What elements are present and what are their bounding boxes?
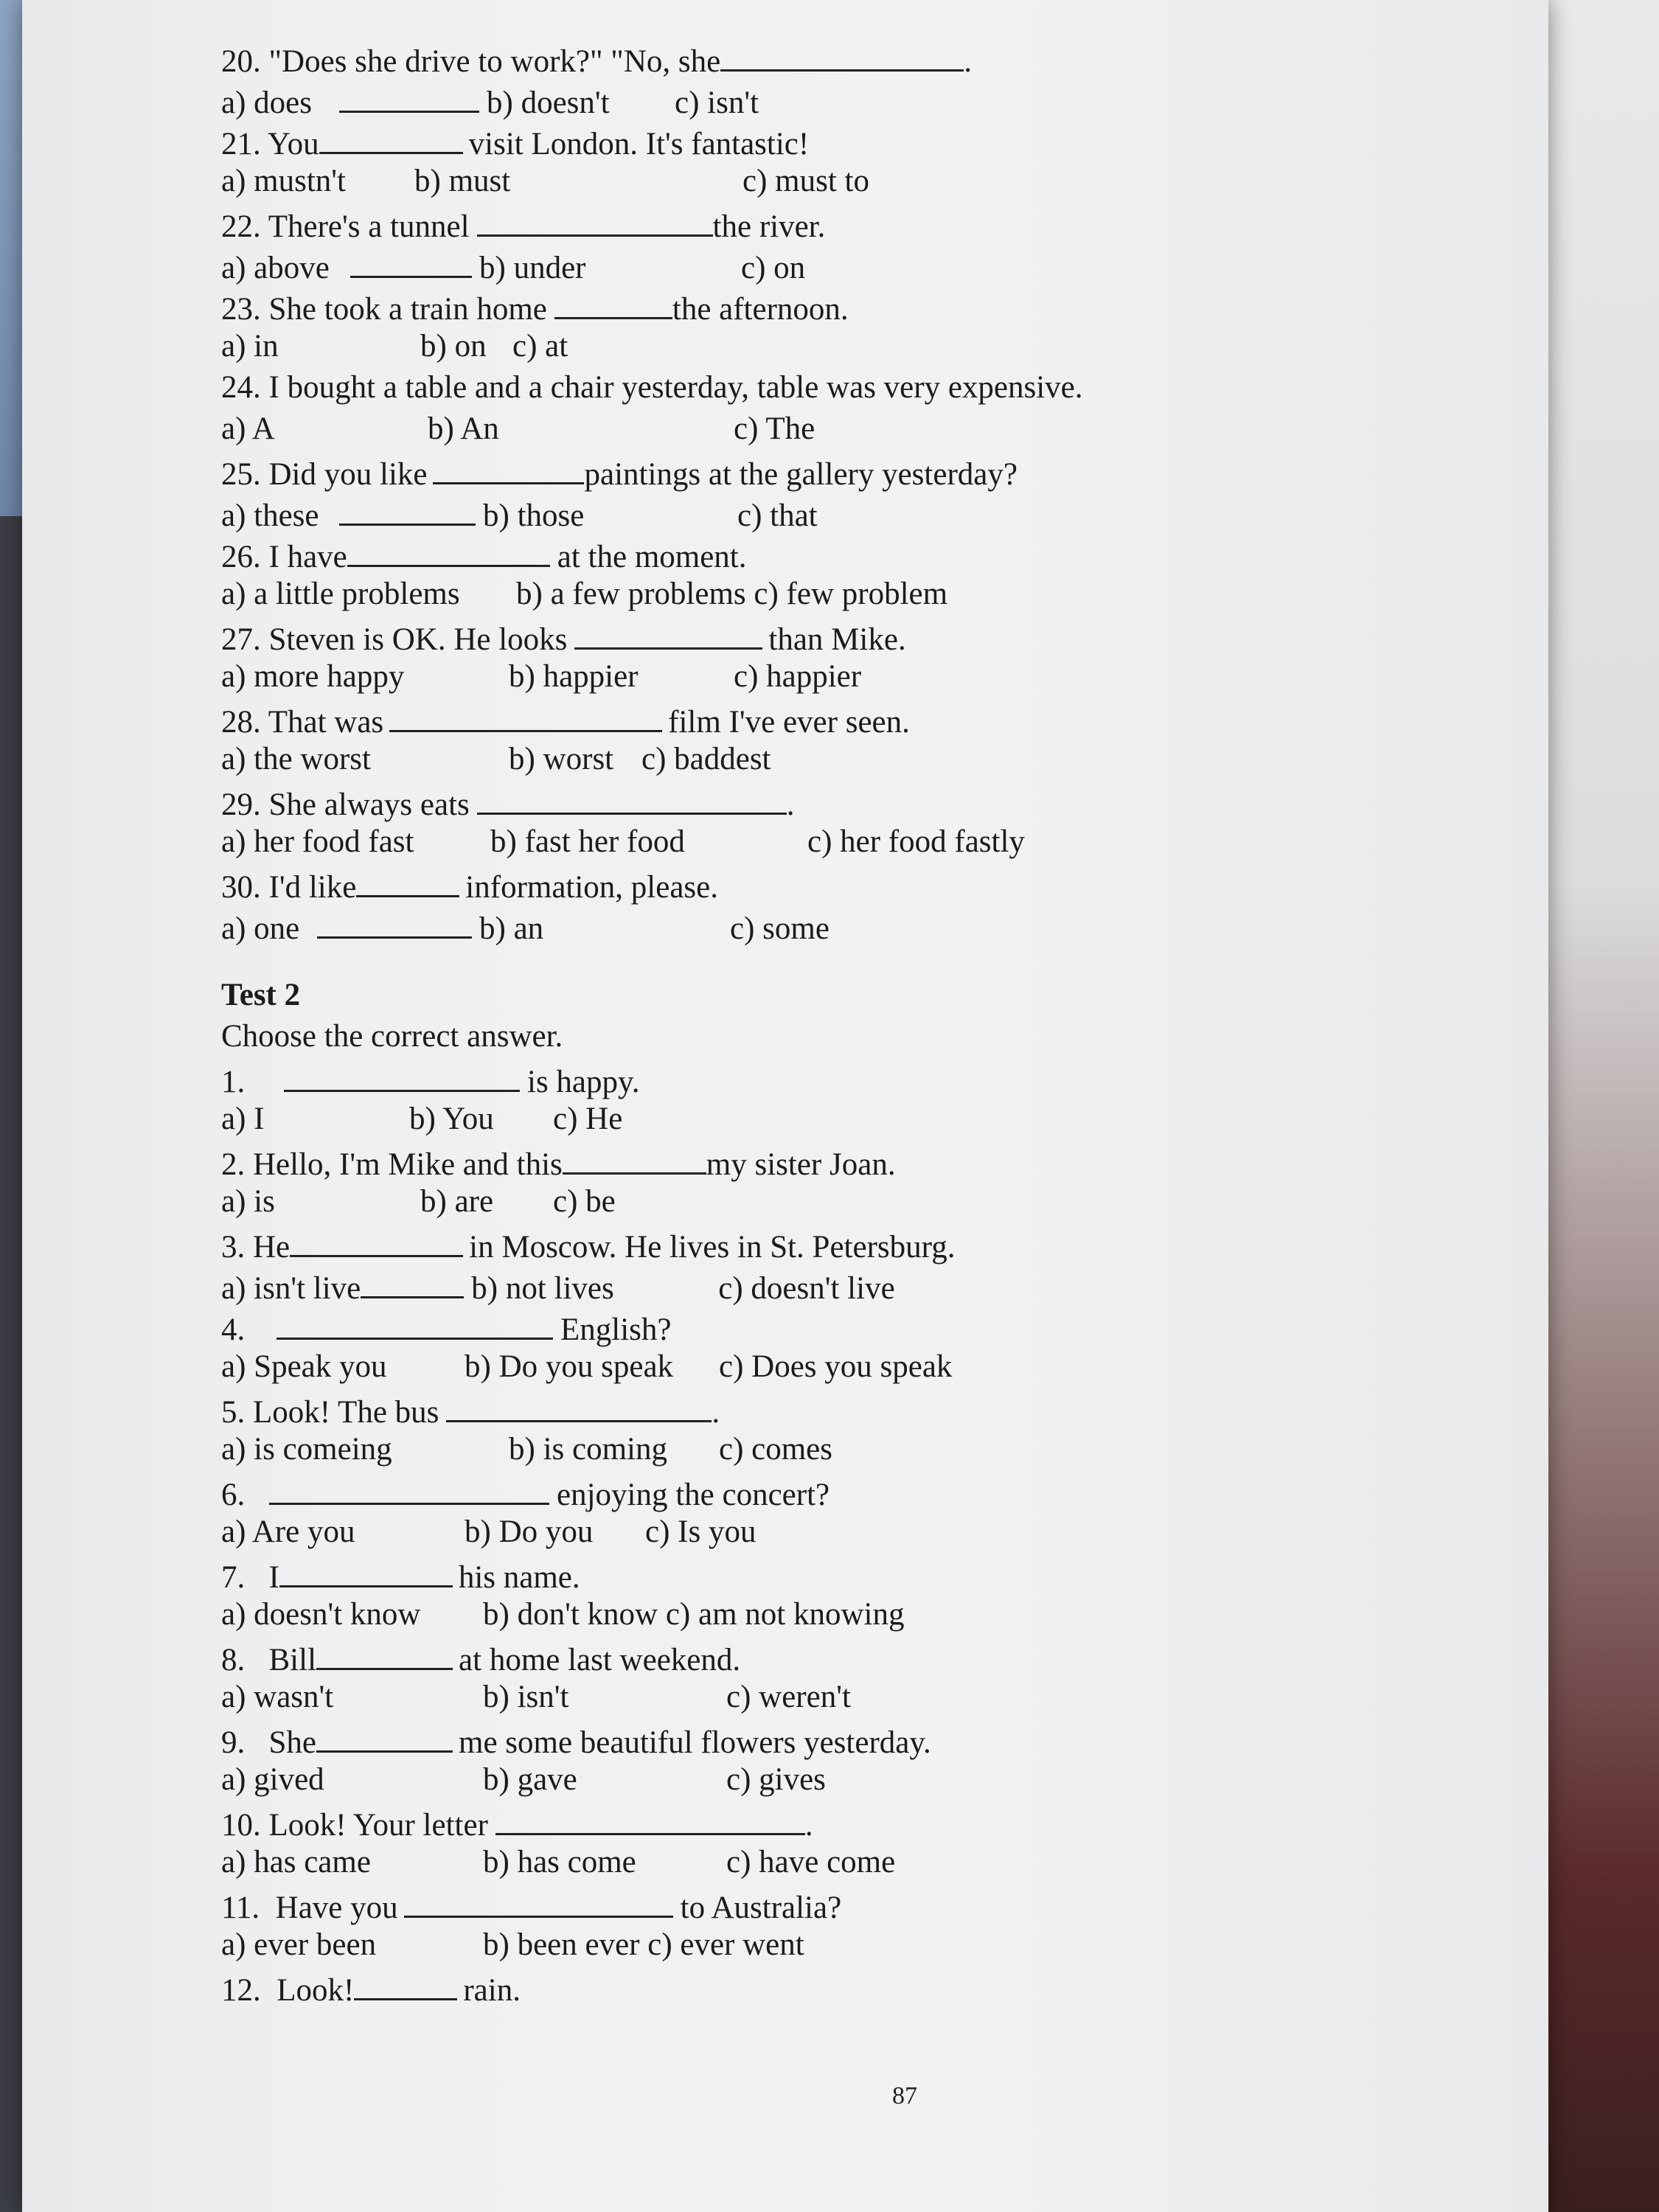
option-b: b) worst	[509, 742, 614, 776]
answer-blank	[574, 615, 762, 650]
option-c: c) baddest	[641, 742, 771, 776]
options-20	[221, 78, 1475, 119]
question-10	[221, 1801, 1475, 1842]
q29-end: .	[786, 787, 795, 822]
option-b: b) under	[479, 251, 586, 285]
answer-blank	[269, 1470, 549, 1505]
test-2-title: Test 2	[221, 978, 301, 1012]
q1-stem: 1.	[221, 1065, 246, 1099]
answer-blank	[316, 1635, 453, 1670]
option-a: a) Speak you	[221, 1349, 387, 1384]
q9-end: me some beautiful flowers yesterday.	[459, 1725, 931, 1760]
answer-blank	[477, 780, 787, 815]
question-4	[221, 1305, 1475, 1346]
q22-stem: 22. There's a tunnel	[221, 209, 470, 244]
q23-stem: 23. She took a train home	[221, 292, 547, 327]
q23-end: the afternoon.	[672, 292, 849, 327]
answer-blank	[554, 285, 672, 319]
answer-blank	[339, 491, 476, 526]
option-c: c) her food fastly	[807, 824, 1025, 859]
option-b: b) been ever	[483, 1927, 640, 1962]
q10-end: .	[804, 1808, 813, 1843]
option-c: c) have come	[726, 1845, 896, 1879]
answer-blank	[284, 1057, 520, 1092]
options-1	[221, 1099, 1475, 1140]
option-b: b) gave	[483, 1762, 577, 1797]
question-1	[221, 1057, 1475, 1099]
option-b: b) doesn't	[487, 86, 610, 120]
options-21	[221, 161, 1475, 202]
option-a: a) one	[221, 911, 300, 946]
answer-blank	[477, 202, 713, 237]
option-a: a) does	[221, 86, 312, 120]
options-10	[221, 1842, 1475, 1883]
question-28	[221, 698, 1475, 739]
option-b: b) fast her food	[490, 824, 685, 859]
question-2	[221, 1140, 1475, 1181]
option-c: c) some	[730, 911, 830, 946]
question-20	[221, 37, 1475, 78]
question-12	[221, 1966, 1475, 2007]
option-b: b) isn't	[483, 1680, 569, 1714]
answer-blank	[290, 1222, 463, 1257]
answer-blank	[354, 1966, 457, 2000]
q4-stem: 4.	[221, 1312, 246, 1347]
question-8	[221, 1635, 1475, 1677]
option-a: a) these	[221, 498, 319, 533]
answer-blank	[404, 1883, 673, 1918]
answer-blank	[350, 243, 472, 278]
option-b: b) those	[483, 498, 585, 533]
option-a: a) isn't live	[221, 1271, 361, 1306]
q8-stem: 8. Bill	[221, 1643, 317, 1677]
option-c: c) isn't	[675, 86, 759, 120]
q20-end: .	[964, 44, 972, 79]
question-30	[221, 863, 1475, 904]
question-29	[221, 780, 1475, 821]
q24-stem: 24. I bought a table and a chair yesterday, table was very expensive.	[221, 370, 1083, 405]
q26-stem: 26. I have	[221, 540, 347, 574]
options-11	[221, 1924, 1475, 1966]
question-6	[221, 1470, 1475, 1512]
option-c: c) happier	[734, 659, 862, 694]
answer-blank	[495, 1801, 805, 1835]
answer-blank	[339, 78, 479, 113]
answer-blank	[356, 863, 459, 897]
q21-end: visit London. It's fantastic!	[468, 127, 810, 161]
q22-end: the river.	[712, 209, 826, 244]
options-3	[221, 1264, 1475, 1305]
option-b: b) has come	[483, 1845, 636, 1879]
question-23	[221, 285, 1475, 326]
answer-blank	[316, 1718, 453, 1753]
question-5	[221, 1388, 1475, 1429]
worksheet-page	[22, 0, 1548, 2212]
option-b: b) happier	[509, 659, 639, 694]
q25-stem: 25. Did you like	[221, 457, 428, 492]
q4-end: English?	[560, 1312, 672, 1347]
q6-end: enjoying the concert?	[557, 1478, 830, 1512]
option-b: b) Do you	[465, 1514, 594, 1549]
q28-stem: 28. That was	[221, 705, 384, 740]
answer-blank	[563, 1140, 706, 1175]
option-b: b) an	[479, 911, 544, 946]
q8-end: at home last weekend.	[459, 1643, 741, 1677]
options-29	[221, 821, 1475, 863]
answer-blank	[317, 904, 472, 939]
question-22	[221, 202, 1475, 243]
option-a: a) doesn't know	[221, 1597, 421, 1632]
answer-blank	[389, 698, 662, 732]
options-24	[221, 408, 1475, 450]
answer-blank	[446, 1388, 712, 1422]
q2-stem: 2. Hello, I'm Mike and this	[221, 1147, 563, 1182]
background-right	[1534, 0, 1659, 2212]
options-30	[221, 904, 1475, 945]
answer-blank	[361, 1264, 464, 1298]
options-9	[221, 1759, 1475, 1801]
question-7	[221, 1553, 1475, 1594]
options-5	[221, 1429, 1475, 1470]
option-b: b) a few problems	[516, 577, 746, 611]
question-21	[221, 119, 1475, 161]
option-b: b) not lives	[471, 1271, 614, 1306]
option-a: a) A	[221, 411, 275, 446]
q9-stem: 9. She	[221, 1725, 316, 1760]
question-25	[221, 450, 1475, 491]
option-a: a) I	[221, 1102, 265, 1136]
option-a: a) wasn't	[221, 1680, 334, 1714]
q26-end: at the moment.	[557, 540, 747, 574]
option-b: b) on	[420, 329, 487, 364]
options-2	[221, 1181, 1475, 1222]
answer-blank	[279, 1553, 453, 1587]
option-b: b) don't know	[483, 1597, 658, 1632]
question-27	[221, 615, 1475, 656]
option-c: c) The	[734, 411, 815, 446]
question-11	[221, 1883, 1475, 1924]
options-8	[221, 1677, 1475, 1718]
options-26	[221, 574, 1475, 615]
q5-stem: 5. Look! The bus	[221, 1395, 439, 1430]
option-a: a) a little problems	[221, 577, 460, 611]
q5-end: .	[712, 1395, 720, 1430]
answer-blank	[433, 450, 584, 484]
option-c: c) am not knowing	[665, 1597, 905, 1632]
option-c: c) doesn't live	[718, 1271, 895, 1306]
q6-stem: 6.	[221, 1478, 246, 1512]
q30-end: information, please.	[465, 870, 718, 905]
q1-end: is happy.	[527, 1065, 640, 1099]
q7-stem: 7. I	[221, 1560, 279, 1595]
option-a: a) gived	[221, 1762, 324, 1797]
options-22	[221, 243, 1475, 285]
option-a: a) is comeing	[221, 1432, 392, 1467]
option-b: b) You	[409, 1102, 494, 1136]
option-c: c) ever went	[647, 1927, 804, 1962]
option-c: c) He	[553, 1102, 623, 1136]
options-27	[221, 656, 1475, 698]
option-a: a) her food fast	[221, 824, 414, 859]
option-a: a) ever been	[221, 1927, 377, 1962]
answer-blank	[347, 532, 550, 567]
option-c: c) be	[553, 1184, 616, 1219]
q11-stem: 11. Have you	[221, 1891, 398, 1925]
options-7	[221, 1594, 1475, 1635]
q29-stem: 29. She always eats	[221, 787, 470, 822]
option-b: b) must	[414, 164, 511, 198]
option-c: c) few problem	[754, 577, 948, 611]
q3-stem: 3. He	[221, 1230, 291, 1265]
option-b: b) Do you speak	[465, 1349, 674, 1384]
option-c: c) at	[512, 329, 568, 364]
q10-stem: 10. Look! Your letter	[221, 1808, 488, 1843]
option-a: a) in	[221, 329, 279, 364]
question-26	[221, 532, 1475, 574]
options-28	[221, 739, 1475, 780]
q11-end: to Australia?	[680, 1891, 842, 1925]
option-c: c) comes	[719, 1432, 833, 1467]
q7-end: his name.	[458, 1560, 580, 1595]
option-c: c) Is you	[645, 1514, 757, 1549]
option-b: b) are	[420, 1184, 494, 1219]
options-23	[221, 326, 1475, 367]
options-25	[221, 491, 1475, 532]
q20-stem: 20. "Does she drive to work?" "No, she	[221, 44, 721, 79]
question-9	[221, 1718, 1475, 1759]
page-number: 87	[892, 2082, 917, 2110]
option-a: a) mustn't	[221, 164, 346, 198]
option-a: a) is	[221, 1184, 275, 1219]
options-6	[221, 1512, 1475, 1553]
question-3	[221, 1222, 1475, 1264]
option-c: c) weren't	[726, 1680, 851, 1714]
q30-stem: 30. I'd like	[221, 870, 357, 905]
question-24	[221, 367, 1475, 408]
q2-end: my sister Joan.	[706, 1147, 896, 1182]
test-2-instruction: Choose the correct answer.	[221, 1019, 563, 1054]
option-c: c) Does you speak	[719, 1349, 953, 1384]
option-c: c) on	[741, 251, 806, 285]
option-a: a) above	[221, 251, 330, 285]
answer-blank	[319, 119, 463, 154]
option-b: b) An	[428, 411, 499, 446]
q27-end: than Mike.	[768, 622, 906, 657]
option-c: c) gives	[726, 1762, 826, 1797]
option-b: b) is coming	[509, 1432, 667, 1467]
option-a: a) more happy	[221, 659, 405, 694]
q12-end: rain.	[463, 1973, 521, 2008]
option-a: a) Are you	[221, 1514, 355, 1549]
options-4	[221, 1346, 1475, 1388]
answer-blank	[276, 1305, 553, 1340]
q21-stem: 21. You	[221, 127, 319, 161]
answer-blank	[720, 37, 964, 72]
option-a: a) has came	[221, 1845, 371, 1879]
option-c: c) must to	[742, 164, 869, 198]
q12-stem: 12. Look!	[221, 1973, 355, 2008]
q25-end: paintings at the gallery yesterday?	[584, 457, 1018, 492]
option-c: c) that	[737, 498, 818, 533]
q3-end: in Moscow. He lives in St. Petersburg.	[469, 1230, 956, 1265]
q27-stem: 27. Steven is OK. He looks	[221, 622, 568, 657]
option-a: a) the worst	[221, 742, 371, 776]
q28-end: film I've ever seen.	[668, 705, 910, 740]
worksheet-content	[221, 37, 1475, 2007]
